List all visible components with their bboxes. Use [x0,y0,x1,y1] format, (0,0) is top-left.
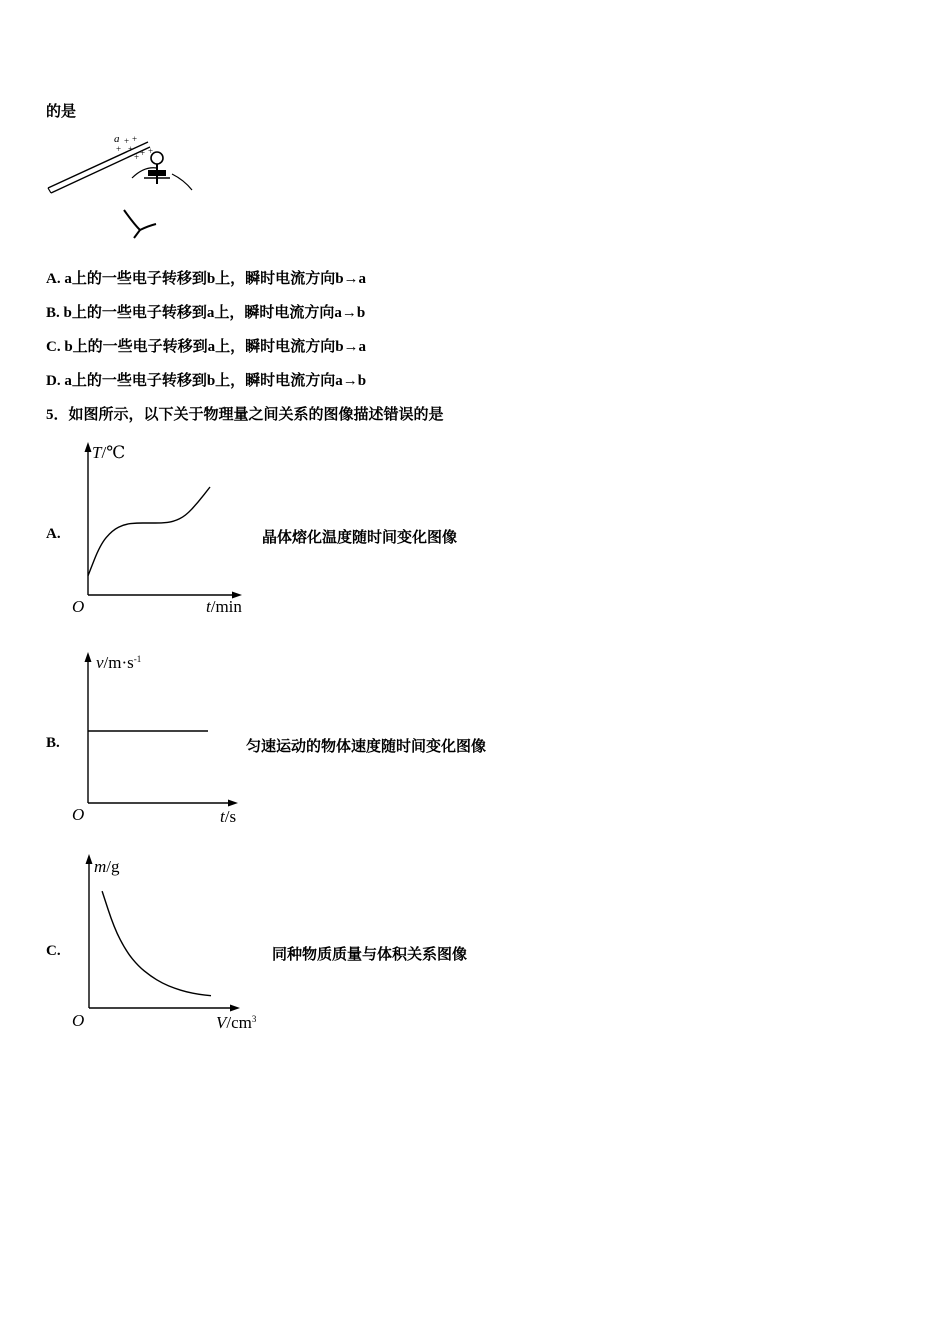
electroscope-figure [44,130,204,245]
chart-a-curve [88,487,210,576]
svg-text:+: + [148,146,154,156]
electroscope [124,152,192,238]
chart-b-y-arrow [85,652,92,662]
svg-text:+: + [140,148,146,158]
charged-rod [48,142,150,193]
chart-b-origin: O [72,805,85,824]
chart-a-xlabel: t/min [206,597,242,616]
q5-option-a-caption: 晶体熔化温度随时间变化图像 [262,530,458,546]
svg-text:+: + [134,152,140,162]
svg-text:+: + [124,136,130,146]
chart-a-y-arrow [85,442,92,452]
chart-c-y-arrow [86,854,93,864]
q5-option-b-label[interactable]: B. [46,735,60,751]
chart-c [60,852,280,1037]
chart-c-curve [102,891,211,996]
chart-a [60,440,270,620]
chart-a-ylabel: T/℃ [92,443,126,462]
q5-option-b-caption: 匀速运动的物体速度随时间变化图像 [246,739,487,755]
rod-label: a [114,133,120,145]
q4-option-b[interactable]: B. b上的一些电子转移到a上，瞬时电流方向a→b [46,305,366,321]
chart-c-origin: O [72,1011,85,1030]
q5-stem: 5．如图所示，以下关于物理量之间关系的图像描述错误的是 [46,407,444,423]
chart-b [60,650,270,830]
chart-c-ylabel: m/g [94,857,120,876]
chart-b-xlabel: t/s [220,807,237,826]
q4-option-d[interactable]: D. a上的一些电子转移到b上，瞬时电流方向a→b [46,373,367,389]
svg-text:+: + [132,134,138,144]
chart-c-x-arrow [230,1005,240,1012]
chart-b-ylabel: $v/m\cdot s^{-1}$ [96,653,142,672]
q4-option-a[interactable]: A. a上的一些电子转移到b上，瞬时电流方向b→a [46,271,367,287]
q5-option-c-caption: 同种物质质量与体积关系图像 [272,947,468,963]
chart-c-xlabel: $V/cm^3$ [216,1013,257,1032]
svg-text:+: + [128,144,134,154]
q5-option-a-label[interactable]: A. [46,526,61,542]
chart-a-origin: O [72,597,85,616]
q4-option-c[interactable]: C. b上的一些电子转移到a上，瞬时电流方向b→a [46,339,367,355]
intro-fragment: 的是 [46,104,77,120]
chart-b-x-arrow [228,800,238,807]
q5-option-c-label[interactable]: C. [46,943,61,959]
svg-text:+: + [116,144,122,154]
